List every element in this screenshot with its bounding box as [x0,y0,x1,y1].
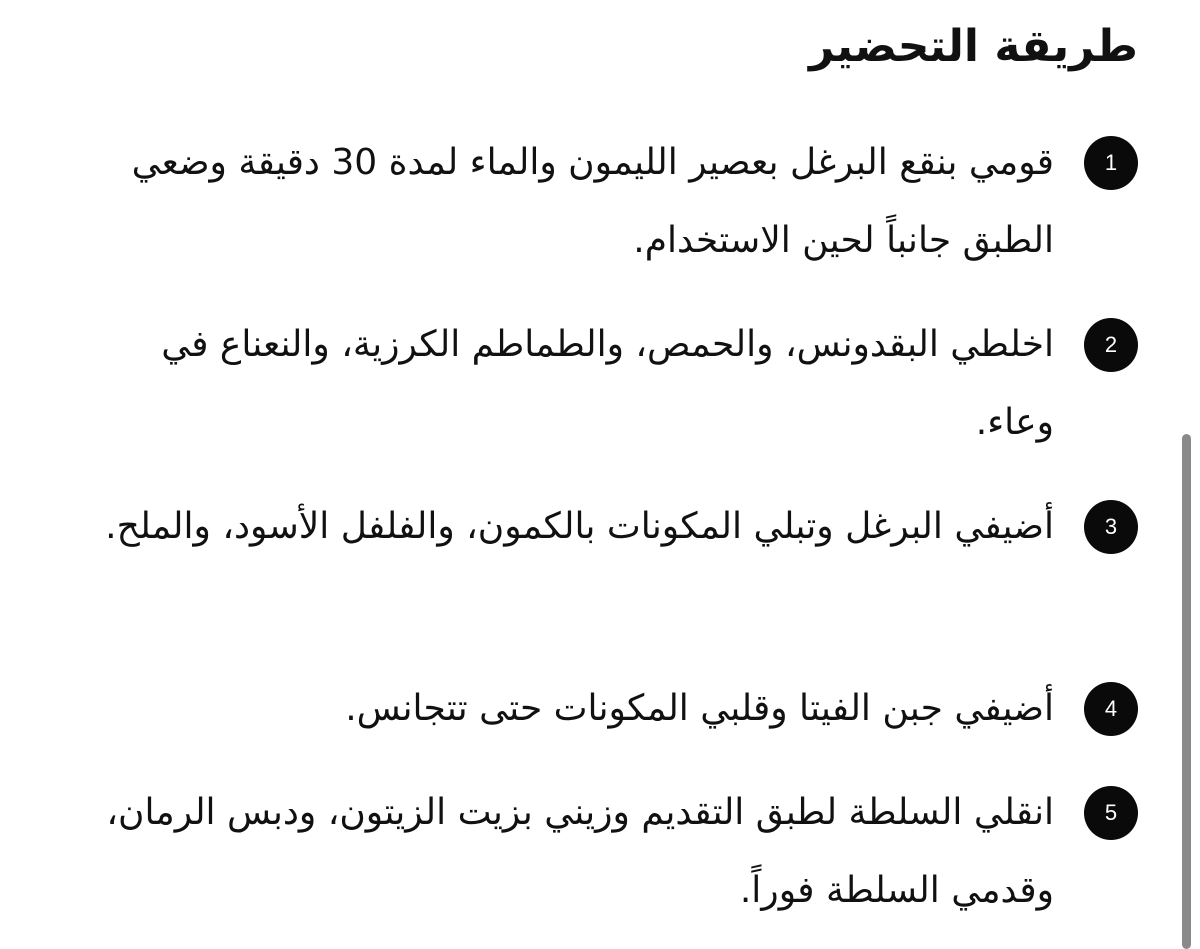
step-text: أضيفي جبن الفيتا وقلبي المكونات حتى تتجانس. [345,688,1054,729]
section-title: طريقة التحضير [809,21,1138,72]
step-text: انقلي السلطة لطبق التقديم وزيني بزيت الزيتون، ودبس الرمان، وقدمي السلطة فوراً. [106,792,1054,911]
preparation-steps-list [38,124,1138,934]
step-number-badge: 3 [1084,500,1138,554]
list-item [38,670,1138,774]
step-number-badge: 5 [1084,786,1138,840]
list-item [38,306,1138,488]
step-text: أضيفي البرغل وتبلي المكونات بالكمون، والفلفل الأسود، والملح. [105,506,1054,547]
list-item [38,774,1138,934]
list-item [38,124,1138,306]
step-number-badge: 2 [1084,318,1138,372]
step-text: اخلطي البقدونس، والحمص، والطماطم الكرزية، والنعناع في وعاء. [161,324,1054,443]
step-number-badge: 4 [1084,682,1138,736]
list-item [38,488,1138,670]
scrollbar-thumb[interactable] [1182,434,1191,949]
step-number-badge: 1 [1084,136,1138,190]
step-text: قومي بنقع البرغل بعصير الليمون والماء لمدة 30 دقيقة وضعي الطبق جانباً لحين الاستخدام. [131,142,1054,261]
